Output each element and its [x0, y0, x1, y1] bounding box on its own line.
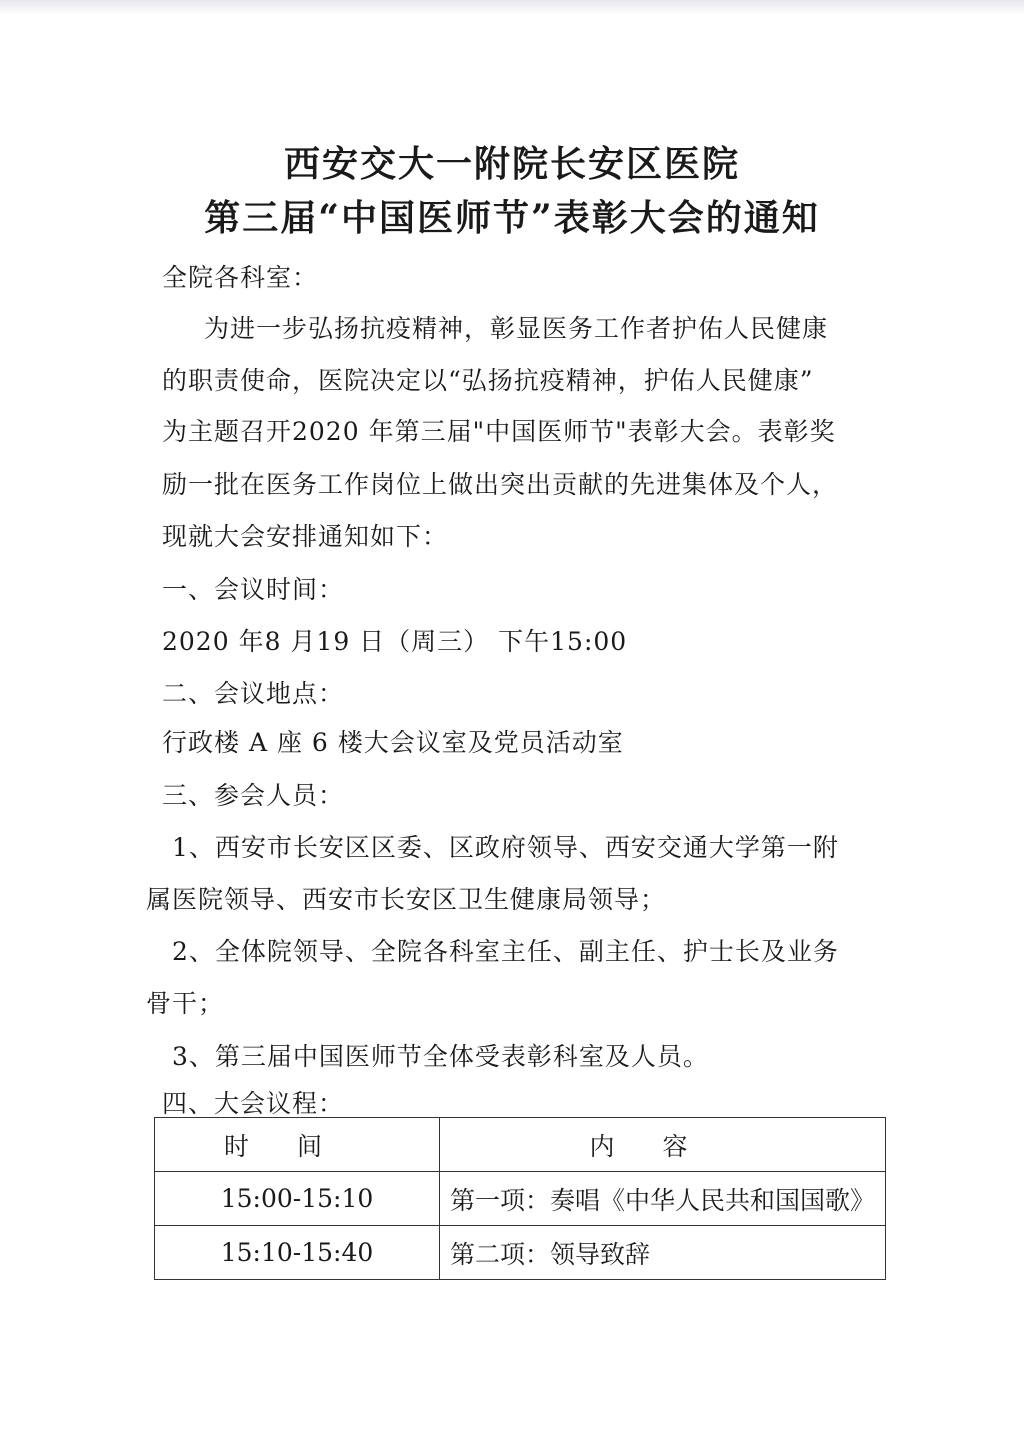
- agenda-content-cell: 第一项：奏唱《中华人民共和国国歌》: [440, 1172, 886, 1226]
- intro-line-2: 的职责使命，医院决定以“弘扬抗疫精神，护佑人民健康”: [162, 366, 814, 395]
- title-line-2: 第三届“中国医师节”表彰大会的通知: [204, 197, 820, 239]
- agenda-time-cell: 15:00-15:10: [155, 1172, 440, 1226]
- intro-line-3: 为主题召开2020 年第三届"中国医师节"表彰大会。表彰奖: [162, 417, 836, 446]
- table-row: [155, 1226, 886, 1280]
- time-value: 2020 年8 月19 日（周三） 下午15:00: [162, 627, 628, 656]
- agenda-content-cell: 第二项：领导致辞: [440, 1226, 886, 1280]
- agenda-header-time: 时间: [155, 1118, 440, 1172]
- scan-edge: [0, 0, 1024, 14]
- attendee-2-line-2: 骨干；: [146, 989, 225, 1018]
- agenda-header-row: [155, 1118, 886, 1172]
- attendee-2-line-1: 2、全体院领导、全院各科室主任、副主任、护士长及业务: [172, 937, 839, 966]
- attendee-1-line-2: 属医院领导、西安市长安区卫生健康局领导；: [146, 885, 667, 914]
- place-heading: 二、会议地点：: [162, 679, 345, 708]
- place-value: 行政楼 A 座 6 楼大会议室及党员活动室: [162, 728, 624, 757]
- agenda-table: [154, 1117, 886, 1280]
- table-row: [155, 1172, 886, 1226]
- agenda-heading: 四、大会议程：: [162, 1089, 345, 1118]
- salutation: 全院各科室：: [162, 263, 319, 292]
- intro-line-5: 现就大会安排通知如下：: [162, 522, 449, 551]
- intro-line-4: 励一批在医务工作岗位上做出突出贡献的先进集体及个人，: [162, 470, 839, 499]
- intro-line-1: 为进一步弘扬抗疫精神，彰显医务工作者护佑人民健康: [204, 314, 829, 343]
- agenda-time-cell: 15:10-15:40: [155, 1226, 440, 1280]
- attendee-1-line-1: 1、西安市长安区区委、区政府领导、西安交通大学第一附: [172, 833, 839, 862]
- title-line-1: 西安交大一附院长安区医院: [283, 143, 740, 185]
- attendee-3: 3、第三届中国医师节全体受表彰科室及人员。: [172, 1042, 709, 1071]
- time-heading: 一、会议时间：: [162, 575, 345, 604]
- agenda-header-content: 内容: [440, 1118, 886, 1172]
- attendees-heading: 三、参会人员：: [162, 781, 345, 810]
